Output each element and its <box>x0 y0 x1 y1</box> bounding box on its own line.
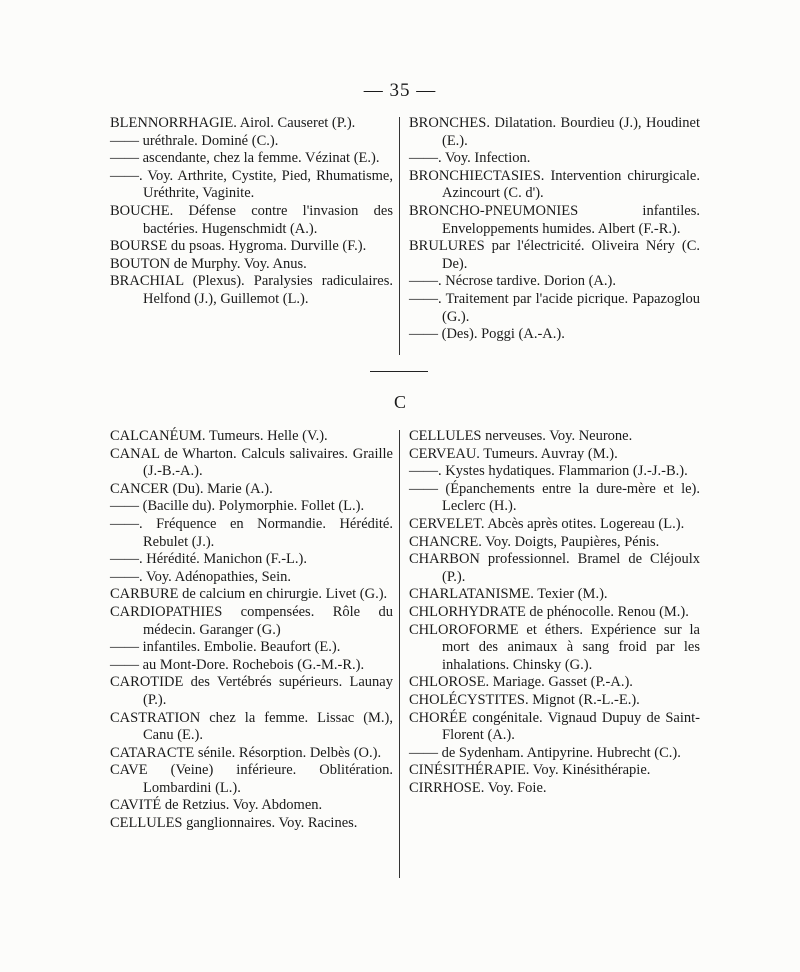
index-entry: —— (Bacille du). Polymorphie. Follet (L.). <box>110 498 365 515</box>
index-entry: BRACHIAL (Plexus). Paralysies radiculaires. Helfond (J.), Guillemot (L.). <box>110 273 393 307</box>
index-entry: CARBURE de calcium en chirurgie. Livet (G.). <box>110 586 388 603</box>
index-entry: CAVITÉ de Retzius. Voy. Abdomen. <box>110 797 323 814</box>
index-entry: —— infantiles. Embolie. Beaufort (E.). <box>110 639 341 656</box>
index-column-left <box>110 428 393 833</box>
index-section-c <box>110 428 700 878</box>
index-section-b <box>110 115 700 355</box>
page-number: — 35 — <box>363 80 437 101</box>
index-entry: CHLOROSE. Mariage. Gasset (P.-A.). <box>409 674 633 691</box>
index-entry: CINÉSITHÉRAPIE. Voy. Kinésithérapie. <box>409 762 651 779</box>
index-entry: CHARLATANISME. Texier (M.). <box>409 586 608 603</box>
index-column-right <box>409 115 700 344</box>
index-entry: BOUTON de Murphy. Voy. Anus. <box>110 255 307 272</box>
index-entry: ——. Voy. Infection. <box>409 150 531 167</box>
index-entry: —— de Sydenham. Antipyrine. Hubrecht (C.). <box>409 744 681 761</box>
index-entry: CIRRHOSE. Voy. Foie. <box>409 779 547 796</box>
column-divider <box>399 430 400 878</box>
index-entry: —— au Mont-Dore. Rochebois (G.-M.-R.). <box>110 656 365 673</box>
index-column-left <box>110 115 393 309</box>
index-entry: —— uréthrale. Dominé (C.). <box>110 132 279 149</box>
index-entry: ——. Fréquence en Normandie. Hérédité. Rebulet (J.). <box>110 515 393 550</box>
column-divider <box>399 117 400 355</box>
index-entry: BRONCHO-PNEUMONIES infantiles. Enveloppements humides. Albert (F.-R.). <box>409 202 700 237</box>
index-entry: CELLULES nerveuses. Voy. Neurone. <box>409 428 633 444</box>
index-entry: CALCANÉUM. Tumeurs. Helle (V.). <box>110 428 328 444</box>
index-entry: CAROTIDE des Vertébrés supérieurs. Launay (P.). <box>110 674 393 708</box>
index-entry: ——. Voy. Adénopathies, Sein. <box>110 568 291 585</box>
index-entry: —— (Des). Poggi (A.-A.). <box>409 326 565 343</box>
index-entry: ——. Voy. Arthrite, Cystite, Pied, Rhumatisme, Uréthrite, Vaginite. <box>110 167 393 202</box>
index-entry: BLENNORRHAGIE. Airol. Causeret (P.). <box>110 115 356 131</box>
index-entry: CHLOROFORME et éthers. Expérience sur la mort des animaux à sang froid par les inhalations. Chinsky (G.). <box>409 621 700 673</box>
index-entry: CARDIOPATHIES compensées. Rôle du médecin. Garanger (G.) <box>110 603 393 638</box>
index-entry: CHLORHYDRATE de phénocolle. Renou (M.). <box>409 603 689 620</box>
index-entry: ——. Nécrose tardive. Dorion (A.). <box>409 273 616 290</box>
index-entry: ——. Kystes hydatiques. Flammarion (J.-J.-B.). <box>409 463 688 480</box>
index-entry: —— ascendante, chez la femme. Vézinat (E.). <box>110 150 380 167</box>
index-entry: CELLULES ganglionnaires. Voy. Racines. <box>110 815 358 832</box>
index-entry: ——. Traitement par l'acide picrique. Papazoglou (G.). <box>409 290 700 325</box>
index-entry: CANCER (Du). Marie (A.). <box>110 480 273 497</box>
index-entry: CHARBON professionnel. Bramel de Cléjoulx (P.). <box>409 551 700 585</box>
index-entry: CANAL de Wharton. Calculs salivaires. Graille (J.-B.-A.). <box>110 445 393 480</box>
index-entry: BRONCHES. Dilatation. Bourdieu (J.), Houdinet (E.). <box>409 115 700 149</box>
index-entry: CHORÉE congénitale. Vignaud Dupuy de Saint-Florent (A.). <box>409 709 700 744</box>
index-entry: CERVELET. Abcès après otites. Logereau (L.). <box>409 515 685 532</box>
index-entry: CERVEAU. Tumeurs. Auvray (M.). <box>409 445 618 462</box>
index-column-right <box>409 428 700 797</box>
index-entry: BOURSE du psoas. Hygroma. Durville (F.). <box>110 238 367 255</box>
section-divider <box>370 371 428 372</box>
index-entry: —— (Épanchements entre la dure-mère et le). Leclerc (H.). <box>409 480 700 515</box>
index-entry: BOUCHE. Défense contre l'invasion des bactéries. Hugenschmidt (A.). <box>110 202 393 237</box>
index-entry: ——. Hérédité. Manichon (F.-L.). <box>110 551 307 568</box>
index-entry: CATARACTE sénile. Résorption. Delbès (O.). <box>110 744 382 761</box>
index-entry: CHANCRE. Voy. Doigts, Paupières, Pénis. <box>409 533 660 550</box>
index-entry: BRONCHIECTASIES. Intervention chirurgicale. Azincourt (C. d'). <box>409 167 700 202</box>
letter-heading: C <box>393 392 406 412</box>
index-entry: CHOLÉCYSTITES. Mignot (R.-L.-E.). <box>409 691 640 708</box>
index-entry: CASTRATION chez la femme. Lissac (M.), Canu (E.). <box>110 709 393 744</box>
index-entry: BRULURES par l'électricité. Oliveira Néry (C. De). <box>409 238 700 272</box>
index-entry: CAVE (Veine) inférieure. Oblitération. Lombardini (L.). <box>110 762 393 796</box>
